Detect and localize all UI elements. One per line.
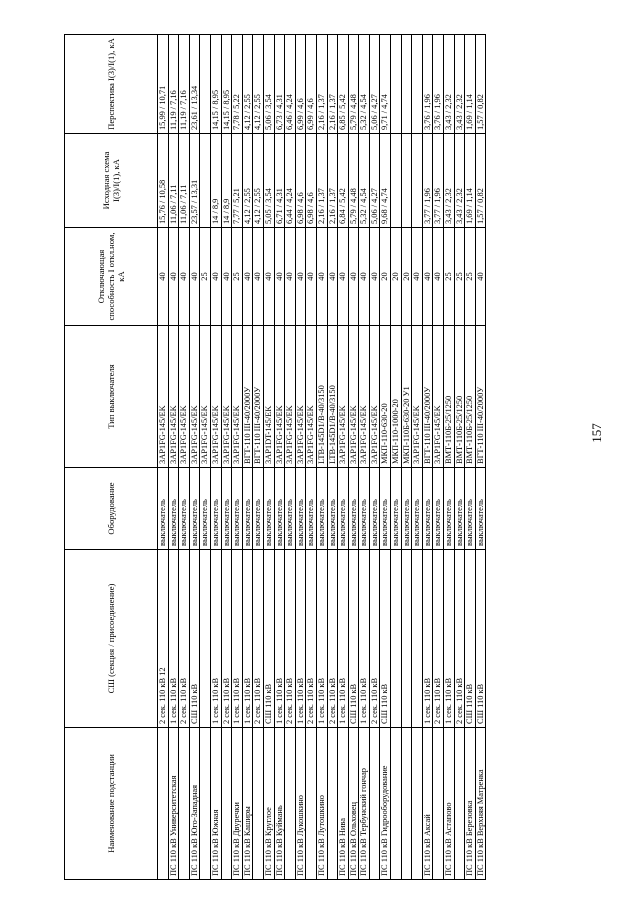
cell-section [401, 550, 412, 728]
cell-section: 1 сек. 110 кВ [359, 550, 370, 728]
cell-breaker-type: 3AP1FG-145/EK [433, 326, 444, 468]
cell-section: 1 сек. 110 кВ [444, 550, 455, 728]
table-row [179, 35, 190, 880]
cell-perspective: 7,78 / 5,22 [232, 35, 243, 134]
table-row [475, 35, 486, 880]
breaker-table [64, 34, 486, 880]
cell-substation: ПС 110 кВ Южная [210, 728, 221, 880]
cell-capacity: 40 [348, 228, 359, 326]
cell-section: 2 сек. 110 кВ [253, 550, 264, 728]
cell-section: 2 сек. 110 кВ [327, 550, 338, 728]
cell-equipment: выключатель [232, 468, 243, 550]
cell-perspective: 6,73 / 4,31 [274, 35, 285, 134]
cell-breaker-type: ВГТ-110 III-40/2000У [242, 326, 253, 468]
cell-capacity: 40 [221, 228, 232, 326]
cell-perspective [391, 35, 402, 134]
cell-substation [253, 728, 264, 880]
cell-capacity: 25 [444, 228, 455, 326]
cell-source: 6,98 / 4,6 [306, 134, 317, 228]
cell-capacity: 40 [369, 228, 380, 326]
cell-equipment: выключатель [179, 468, 190, 550]
cell-capacity: 20 [380, 228, 391, 326]
cell-source: 14 / 8,9 [210, 134, 221, 228]
cell-capacity: 40 [359, 228, 370, 326]
cell-capacity: 40 [253, 228, 264, 326]
cell-section: 1 сек. 110 кВ [274, 550, 285, 728]
cell-section [391, 550, 402, 728]
cell-perspective: 2,16 / 1,37 [327, 35, 338, 134]
cell-perspective: 5,32 / 4,54 [359, 35, 370, 134]
cell-section: 1 сек. 110 кВ [295, 550, 306, 728]
cell-perspective: 3,76 / 1,96 [422, 35, 433, 134]
cell-breaker-type: 3AP1FG-145/EK [359, 326, 370, 468]
cell-equipment: выключатель [422, 468, 433, 550]
cell-substation [391, 728, 402, 880]
cell-source: 1,57 / 0,82 [475, 134, 486, 228]
cell-source: 9,68 / 4,74 [380, 134, 391, 228]
cell-source: 23,57 / 13,31 [189, 134, 200, 228]
cell-section: 1 сек. 110 кВ [210, 550, 221, 728]
cell-section: 1 сек. 110 кВ [242, 550, 253, 728]
cell-capacity: 40 [433, 228, 444, 326]
cell-section: 2 сек. 110 кВ [454, 550, 465, 728]
cell-equipment: выключатель [253, 468, 264, 550]
cell-capacity: 20 [391, 228, 402, 326]
table-row [221, 35, 232, 880]
cell-source [412, 134, 423, 228]
cell-source: 4,12 / 2,55 [242, 134, 253, 228]
cell-substation: ПС 110 кВ Гидрооборудование [380, 728, 391, 880]
cell-section: 2 сек. 110 кВ [285, 550, 296, 728]
table-row [316, 35, 327, 880]
cell-breaker-type: 3AP1FG-145/EK [158, 326, 169, 468]
cell-equipment: выключатель [210, 468, 221, 550]
cell-capacity: 40 [179, 228, 190, 326]
table-row [168, 35, 179, 880]
cell-capacity: 25 [232, 228, 243, 326]
cell-source [391, 134, 402, 228]
cell-equipment: выключатель [285, 468, 296, 550]
cell-perspective [200, 35, 211, 134]
cell-perspective: 5,79 / 4,48 [348, 35, 359, 134]
cell-substation [401, 728, 412, 880]
cell-breaker-type: 3AP1FG-145/EK [200, 326, 211, 468]
cell-perspective [401, 35, 412, 134]
cell-substation: ПС 110 кВ Тербунский гончар [359, 728, 370, 880]
cell-section: 2 сек. 110 кВ [179, 550, 190, 728]
table-row [338, 35, 349, 880]
table-row [444, 35, 455, 880]
table-row [422, 35, 433, 880]
col-header-capacity: Отключающая способность I откл.ном, кА [65, 228, 158, 326]
table-row [412, 35, 423, 880]
cell-capacity: 40 [168, 228, 179, 326]
table-row [433, 35, 444, 880]
cell-breaker-type: 3AP1FG-145/EK [210, 326, 221, 468]
cell-breaker-type: ВГТ-110 III-40/2000У [253, 326, 264, 468]
cell-breaker-type: 3AP1DT-145/EK [263, 326, 274, 468]
cell-source: 7,77 / 5,21 [232, 134, 243, 228]
cell-substation [433, 728, 444, 880]
table-row [454, 35, 465, 880]
cell-breaker-type: ВМТ-110Б-25/1250 [454, 326, 465, 468]
cell-breaker-type: ВМТ-110Б-25/1250 [465, 326, 476, 468]
cell-source: 6,84 / 5,42 [338, 134, 349, 228]
cell-source [401, 134, 412, 228]
cell-equipment: выключатель [412, 468, 423, 550]
cell-capacity: 40 [189, 228, 200, 326]
table-row [327, 35, 338, 880]
table-row [348, 35, 359, 880]
cell-capacity: 40 [274, 228, 285, 326]
cell-equipment: выключатель [200, 468, 211, 550]
cell-capacity: 40 [412, 228, 423, 326]
cell-source: 2,16 / 1,37 [327, 134, 338, 228]
cell-substation [412, 728, 423, 880]
cell-section: 2 сек. 110 кВ [221, 550, 232, 728]
cell-source: 11,06 / 7,11 [179, 134, 190, 228]
cell-capacity: 40 [295, 228, 306, 326]
cell-perspective: 6,99 / 4,6 [306, 35, 317, 134]
cell-substation: ПС 110 кВ Лутошкино [316, 728, 327, 880]
col-header-source: Исходная схема I(3)/I(1), кА [65, 134, 158, 228]
table-row [253, 35, 264, 880]
cell-equipment: выключатель [348, 468, 359, 550]
cell-equipment: выключатель [475, 468, 486, 550]
cell-perspective: 15,99 / 10,71 [158, 35, 169, 134]
col-header-breaker-type: Тип выключателя [65, 326, 158, 468]
cell-capacity: 40 [285, 228, 296, 326]
cell-perspective: 3,43 / 2,32 [444, 35, 455, 134]
cell-capacity: 25 [200, 228, 211, 326]
cell-section: 1 сек. 110 кВ [168, 550, 179, 728]
cell-equipment: выключатель [158, 468, 169, 550]
page-number: 157 [588, 423, 604, 443]
cell-breaker-type: МКП-110-1000-20 [391, 326, 402, 468]
cell-source [200, 134, 211, 228]
cell-breaker-type: 3AP1FG-145/EK [274, 326, 285, 468]
cell-capacity: 40 [210, 228, 221, 326]
cell-breaker-type: 3AP1FG-145/EK [295, 326, 306, 468]
cell-capacity: 40 [158, 228, 169, 326]
cell-equipment: выключатель [295, 468, 306, 550]
cell-substation [369, 728, 380, 880]
table-row [401, 35, 412, 880]
table-row [263, 35, 274, 880]
cell-substation [327, 728, 338, 880]
cell-capacity: 25 [454, 228, 465, 326]
cell-breaker-type: LTB-145D1/B-40/3150 [316, 326, 327, 468]
cell-source: 1,69 / 1,14 [465, 134, 476, 228]
cell-breaker-type: 3AP1FG-145/EK [179, 326, 190, 468]
cell-equipment: выключатель [274, 468, 285, 550]
cell-capacity: 20 [401, 228, 412, 326]
cell-perspective [412, 35, 423, 134]
cell-substation [221, 728, 232, 880]
cell-breaker-type: 3AP1FG-145/EK [369, 326, 380, 468]
col-header-substation: Наименование подстанции [65, 728, 158, 880]
cell-source: 4,12 / 2,55 [253, 134, 264, 228]
cell-breaker-type: МКП-110Б-630-20 У1 [401, 326, 412, 468]
cell-substation: ПС 110 кВ Березовка [465, 728, 476, 880]
cell-equipment: выключатель [369, 468, 380, 550]
cell-source: 3,43 / 2,32 [454, 134, 465, 228]
cell-substation: ПС 110 кВ Верхняя Матренка [475, 728, 486, 880]
cell-section: СШ 110 кВ [189, 550, 200, 728]
cell-capacity: 40 [338, 228, 349, 326]
cell-substation: ПС 110 кВ Юго-Западная [189, 728, 200, 880]
cell-equipment: выключатель [306, 468, 317, 550]
cell-section: 2 сек. 110 кВ [306, 550, 317, 728]
cell-breaker-type: 3AP1FG-145/EK [221, 326, 232, 468]
cell-capacity: 40 [316, 228, 327, 326]
cell-substation: ПС 110 кВ Каширы [242, 728, 253, 880]
table-row [391, 35, 402, 880]
table-row [200, 35, 211, 880]
col-header-perspective: Перспектива I(3)/I(1), кА [65, 35, 158, 134]
cell-substation [454, 728, 465, 880]
table-row [274, 35, 285, 880]
cell-perspective: 1,57 / 0,82 [475, 35, 486, 134]
cell-capacity: 25 [465, 228, 476, 326]
cell-equipment: выключатель [338, 468, 349, 550]
cell-source: 15,76 / 10,58 [158, 134, 169, 228]
cell-equipment: выключатель [391, 468, 402, 550]
cell-perspective: 3,43 / 2,32 [454, 35, 465, 134]
table-row [189, 35, 200, 880]
cell-section: СШ 110 кВ [465, 550, 476, 728]
table-row [359, 35, 370, 880]
cell-section: СШ 110 кВ [348, 550, 359, 728]
cell-perspective: 3,76 / 1,96 [433, 35, 444, 134]
cell-perspective: 9,71 / 4,74 [380, 35, 391, 134]
cell-source: 11,06 / 7,11 [168, 134, 179, 228]
cell-equipment: выключатель [444, 468, 455, 550]
cell-substation: ПС 110 кВ Нива [338, 728, 349, 880]
table-row [306, 35, 317, 880]
cell-breaker-type: МКП-110-630-20 [380, 326, 391, 468]
cell-source: 6,71 / 4,31 [274, 134, 285, 228]
cell-perspective: 4,12 / 2,55 [242, 35, 253, 134]
cell-capacity: 40 [422, 228, 433, 326]
cell-perspective: 14,15 / 8,95 [221, 35, 232, 134]
cell-source: 5,79 / 4,48 [348, 134, 359, 228]
table-row [158, 35, 169, 880]
cell-substation: ПС 110 кВ Аксай [422, 728, 433, 880]
cell-breaker-type: 3AP1FG-145/EK [189, 326, 200, 468]
cell-equipment: выключатель [263, 468, 274, 550]
cell-source: 3,77 / 1,96 [433, 134, 444, 228]
cell-equipment: выключатель [189, 468, 200, 550]
cell-section: 1 сек. 110 кВ [422, 550, 433, 728]
cell-source: 6,44 / 4,24 [285, 134, 296, 228]
cell-section: 1 сек. 110 кВ [232, 550, 243, 728]
cell-substation [200, 728, 211, 880]
table-row [465, 35, 476, 880]
cell-section: 1 сек. 110 кВ [316, 550, 327, 728]
col-header-section: СШ (секция / присоединение) [65, 550, 158, 728]
cell-equipment: выключатель [221, 468, 232, 550]
cell-source: 2,16 / 1,37 [316, 134, 327, 228]
cell-source: 14 / 8,9 [221, 134, 232, 228]
cell-substation [285, 728, 296, 880]
cell-breaker-type: ВГТ-110 III-40/2000У [475, 326, 486, 468]
cell-source: 3,77 / 1,96 [422, 134, 433, 228]
cell-substation: ПС 110 кВ Круглое [263, 728, 274, 880]
cell-perspective: 23,61 / 13,34 [189, 35, 200, 134]
cell-source: 5,05 / 3,54 [263, 134, 274, 228]
table-header-row [65, 35, 158, 880]
cell-perspective: 6,85 / 5,42 [338, 35, 349, 134]
cell-equipment: выключатель [316, 468, 327, 550]
cell-substation [179, 728, 190, 880]
cell-capacity: 40 [327, 228, 338, 326]
cell-substation [158, 728, 169, 880]
cell-capacity: 40 [475, 228, 486, 326]
cell-equipment: выключатель [242, 468, 253, 550]
col-header-equipment: Оборудование [65, 468, 158, 550]
cell-section: 1 сек. 110 кВ [338, 550, 349, 728]
cell-breaker-type: 3AP1FG-145/EK [412, 326, 423, 468]
cell-section [200, 550, 211, 728]
cell-equipment: выключатель [327, 468, 338, 550]
cell-substation [306, 728, 317, 880]
table-row [380, 35, 391, 880]
cell-source: 5,32 / 4,54 [359, 134, 370, 228]
cell-equipment: выключатель [380, 468, 391, 550]
cell-breaker-type: 3AP1FG-145/EK [232, 326, 243, 468]
table-row [242, 35, 253, 880]
cell-substation: ПС 110 кВ Университетская [168, 728, 179, 880]
cell-perspective: 5,06 / 3,54 [263, 35, 274, 134]
cell-equipment: выключатель [401, 468, 412, 550]
cell-section [412, 550, 423, 728]
cell-perspective: 1,69 / 1,14 [465, 35, 476, 134]
cell-capacity: 40 [242, 228, 253, 326]
cell-source: 6,98 / 4,6 [295, 134, 306, 228]
cell-breaker-type: 3AP1FG-145/EK [285, 326, 296, 468]
cell-equipment: выключатель [454, 468, 465, 550]
cell-capacity: 40 [263, 228, 274, 326]
cell-breaker-type: 3AP1FG-145/EK [168, 326, 179, 468]
cell-equipment: выключатель [433, 468, 444, 550]
table-row [295, 35, 306, 880]
cell-equipment: выключатель [168, 468, 179, 550]
cell-equipment: выключатель [359, 468, 370, 550]
cell-equipment: выключатель [465, 468, 476, 550]
cell-breaker-type: ВГТ-110 III-40/2000У [422, 326, 433, 468]
cell-substation: ПС 110 кВ Лукошкино [295, 728, 306, 880]
cell-substation: ПС 110 кВ Астапово [444, 728, 455, 880]
cell-breaker-type: 3AP1FG-145/EK [348, 326, 359, 468]
cell-section: 2 сек. 110 кВ 12 [158, 550, 169, 728]
cell-section: СШ 110 кВ [263, 550, 274, 728]
cell-perspective: 5,06 / 4,27 [369, 35, 380, 134]
rotated-table-container [64, 35, 539, 880]
table-row [285, 35, 296, 880]
cell-perspective: 6,99 / 4,6 [295, 35, 306, 134]
cell-source: 3,43 / 2,32 [444, 134, 455, 228]
cell-section: 2 сек. 110 кВ [433, 550, 444, 728]
table-row [232, 35, 243, 880]
cell-perspective: 6,46 / 4,24 [285, 35, 296, 134]
cell-substation: ПС 110 кВ Куймань [274, 728, 285, 880]
cell-capacity: 40 [306, 228, 317, 326]
cell-section: СШ 110 кВ [475, 550, 486, 728]
cell-section: СШ 110 кВ [380, 550, 391, 728]
cell-breaker-type: 3AP1FG-145/EK [306, 326, 317, 468]
cell-source: 5,06 / 4,27 [369, 134, 380, 228]
table-row [210, 35, 221, 880]
table-row [369, 35, 380, 880]
cell-breaker-type: LTB-145D1/B-40/3150 [327, 326, 338, 468]
cell-breaker-type: 3AP1FG-145/EK [338, 326, 349, 468]
cell-perspective: 11,19 / 7,16 [168, 35, 179, 134]
table-body [158, 35, 486, 880]
cell-section: 2 сек. 110 кВ [369, 550, 380, 728]
cell-perspective: 11,19 / 7,16 [179, 35, 190, 134]
cell-perspective: 2,16 / 1,37 [316, 35, 327, 134]
cell-perspective: 4,12 / 2,55 [253, 35, 264, 134]
cell-substation: ПС 110 кВ Ольховец [348, 728, 359, 880]
cell-substation: ПС 110 кВ Двуречки [232, 728, 243, 880]
cell-breaker-type: ВМТ-110Б-25/1250 [444, 326, 455, 468]
cell-perspective: 14,15 / 8,95 [210, 35, 221, 134]
